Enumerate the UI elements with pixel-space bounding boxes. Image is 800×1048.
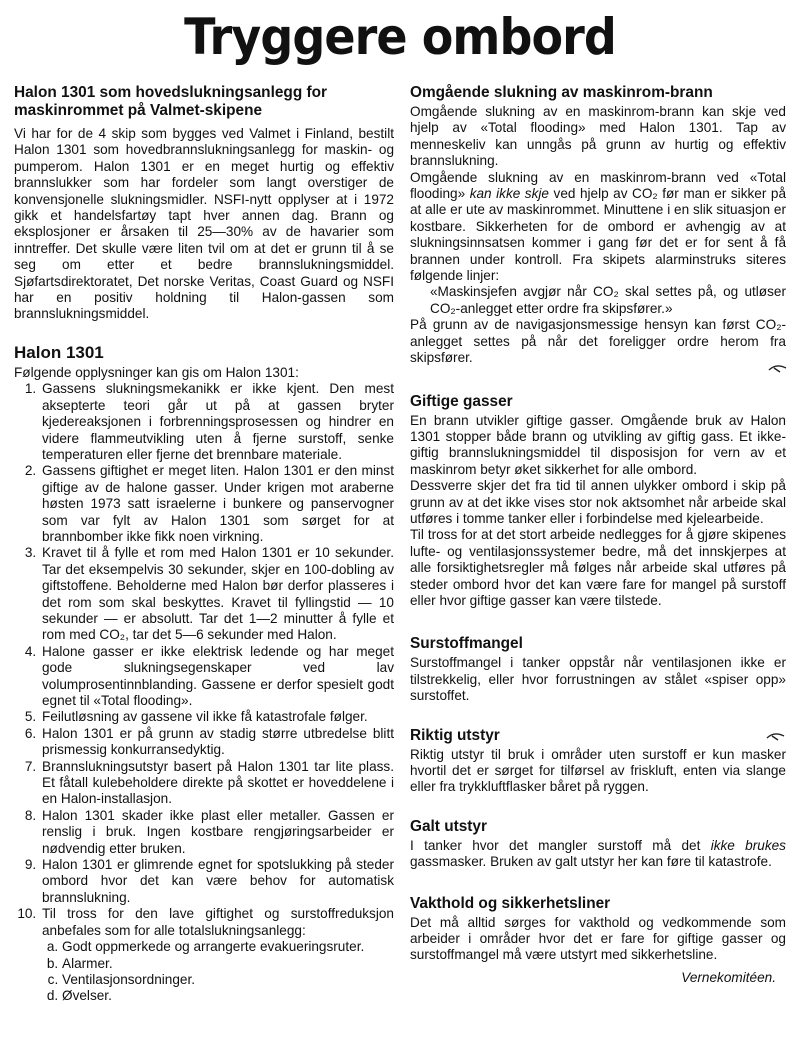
text-run: I tanker hvor det mangler surstoff må det <box>410 837 701 853</box>
halon-facts-list <box>14 381 394 1004</box>
recommendations-sublist <box>42 939 394 1005</box>
heading-halon-valmet: Halon 1301 som hovedslukningsanlegg for maskinrommet på Valmet-skipene <box>14 84 328 119</box>
section-halon-1301 <box>14 343 394 1005</box>
section-riktig-utstyr <box>410 727 786 796</box>
paragraph-vakthold: Det må alltid sørges for vakthold og vedkommende som arbeider i områder hvor det er fare for giftige gasser og surstoffmangel må være utstyrt med sikkerhetsline. <box>410 914 786 963</box>
heading-vakthold: Vakthold og sikkerhetsliner <box>410 894 611 912</box>
sublist-item: a. Godt oppmerkede og arrangerte evakueringsruter. <box>62 939 394 955</box>
right-column <box>410 84 786 1023</box>
article-columns <box>14 84 786 1023</box>
paragraph-slukning-1: Omgående slukning av en maskinrom-brann kan skje ved hjelp av «Total flooding» med Halon 1301. Tap av menneskeliv kan unngås på grunn av hurtig og effektiv brannslukning. <box>410 104 786 169</box>
paragraph-surstoffmangel: Surstoffmangel i tanker oppstår når ventilasjonen ikke er tilstrekkelig, eller hvor forrustningen av stålet «spiser opp» surstoffet. <box>410 655 786 704</box>
masthead-title: Tryggere ombord <box>184 8 616 66</box>
alarm-instruction-quote: «Maskinsjefen avgjør når CO₂ skal settes på, og utløser CO₂-anlegget etter ordre fra skipsfører.» <box>430 284 786 316</box>
list-item: 2. Gassens giftighet er meget liten. Halon 1301 er den minst giftige av de halone gasser. Under krigen mot araberne høsten 1973 satt israelerne i bunkere og panservogner som var fylt av Halon 1301 som sørget for at brannbomber ikke fikk noen virkning. <box>40 463 394 545</box>
paragraph-slukning-3: På grunn av de navigasjonsmessige hensyn kan først CO₂-anlegget settes på når det foreligger ordre herom fra skipsfører. <box>410 317 786 366</box>
heading-riktig-utstyr: Riktig utstyr <box>410 726 500 744</box>
section-galt-utstyr <box>410 818 786 871</box>
section-surstoffmangel <box>410 635 786 704</box>
list-item: 1. Gassens slukningsmekanikk er ikke kjent. Den mest aksepterte teori går ut på at gassen bryter kjedereaksjonen i forbrenningsprosessen og hindrer en videre flammeutvikling uten å fjerne surstoff, senke temperaturen eller fjerne det brennbare materiale. <box>40 381 394 463</box>
text-run: ved hjelp av CO₂ før man er sikker på at alle er ute av maskinrommet. Minuttene i en slik situasjon er kostbare. Sikkerheten for de ombord er avhengig av at slukningsinnsatsen kommer i gang før det er for sent å få brannen under kontroll. Fra skipets alarminstruks siteres følgende linjer: <box>410 186 787 284</box>
section-vakthold <box>410 895 786 964</box>
sublist-item: b. Alarmer. <box>62 956 394 972</box>
heading-galt-utstyr: Galt utstyr <box>410 817 487 835</box>
list-item: 8. Halon 1301 skader ikke plast eller metaller. Gassen er renslig i bruk. Ingen kostbare rengjøringsarbeider er nødvendig etter bruken. <box>40 808 394 857</box>
scan-mark-icon <box>768 362 788 374</box>
text-run: gassmasker. Bruken av galt utstyr her kan føre til katastrofe. <box>410 854 772 870</box>
heading-halon-1301: Halon 1301 <box>14 342 104 362</box>
list-item: 7. Brannslukningsutstyr basert på Halon 1301 tar lite plass. Et fåtall kulebeholdere direkte på skottet er hoveddelene i en Halon-installasjon. <box>40 759 394 808</box>
list-item: 9. Halon 1301 er glimrende egnet for spotslukking på steder ombord hvor det kan være behov for automatisk brannslukning. <box>40 857 394 906</box>
section-halon-valmet <box>14 84 394 323</box>
paragraph-galt-utstyr <box>410 838 786 871</box>
emphasis-text: ikke brukes <box>710 837 786 853</box>
heading-giftige-gasser: Giftige gasser <box>410 392 513 410</box>
sublist-item: d. Øvelser. <box>62 988 394 1004</box>
paragraph-halon-valmet: Vi har for de 4 skip som bygges ved Valmet i Finland, bestilt Halon 1301 som hovedbrannslukningsanlegg for maskin- og pumperom. Halon 1301 er en meget hurtig og effektiv brannslukker som har fordeler som langt overstiger de konvensjonelle slukningsmidler. NSFI-nytt opplyser at i 1972 gikk et handelsfartøy tapt hver annen dag. Brann og eksplosjoner er årsaken til 25—30% av de havarier som inntreffer. Det skulle være liten tvil om at det er grunn til å se seg om etter et bedre brannslukningsmiddel. Sjøfartsdirektoratet, Det norske Veritas, Coast Guard og NSFI har en positiv holdning til Halon-gassen som brannslukningsmiddel. <box>14 126 394 322</box>
section-giftige-gasser <box>410 393 786 610</box>
list-item: 3. Kravet til å fylle et rom med Halon 1301 er 10 sekunder. Tar det eksempelvis 30 sekunder, skjer en 100-dobling av giftstoffene. Beholderne med Halon bør derfor plasseres i det rom som skal beskyttes. Kravet til fyllingstid — 10 sekunder — er absolutt. Tar det 1—2 minutter å fylle et rom med CO₂, tar det 5—6 sekunder med Halon. <box>40 545 394 643</box>
scan-mark-icon <box>766 730 786 742</box>
heading-surstoffmangel: Surstoffmangel <box>410 635 523 653</box>
paragraph-slukning-2 <box>410 170 786 285</box>
list-item: 6. Halon 1301 er på grunn av stadig større utbredelse blitt prismessig konkurransedyktig. <box>40 726 394 759</box>
list-item-10 <box>40 906 394 1004</box>
heading-omgaende-slukning: Omgående slukning av maskinrom-brann <box>410 84 713 101</box>
text-run: Omgående slukning av en maskinrom-brann ved «Total flooding» <box>410 169 786 202</box>
left-column <box>14 84 394 1023</box>
paragraph-gasser-1: En brann utvikler giftige gasser. Omgående bruk av Halon 1301 stopper både brann og utvikling av giftig gass. Et ikke-giftig brannslukningsmiddel til disposisjon for vern av et maskinrom betyr øket sikkerhet for alle ombord. <box>410 412 786 477</box>
sublist-item: c. Ventilasjonsordninger. <box>62 972 394 988</box>
list-item: 4. Halone gasser er ikke elektrisk ledende og har meget gode slukningsegenskaper ved lav volumprosentinnblanding. Gassene er derfor spesielt godt egnet til «Total flooding». <box>40 644 394 710</box>
paragraph-riktig-utstyr: Riktig utstyr til bruk i områder uten surstoff er kun masker hvortil det er sørget for tilførsel av friskluft, enten via slange eller fra trykkluftflasker båret på ryggen. <box>410 746 786 795</box>
paragraph-gasser-3: Til tross for at det stort arbeide nedlegges for å gjøre skipenes lufte- og ventilasjonssystemer bedre, må det innskjerpes at alle forsiktighetsregler må følges når arbeide skal utføres på steder ombord hvor det kan være fare for mangel på surstoff eller hvor giftige gasser kan være tilstede. <box>410 527 786 608</box>
signature: Vernekomitéen. <box>681 969 776 985</box>
paragraph-gasser-2: Dessverre skjer det fra tid til annen ulykker ombord i skip på grunn av at det ikke vises stor nok aktsomhet når arbeide skal utføres i tomme tanker eller i forbindelse med kjelearbeide. <box>410 478 786 526</box>
section-omgaende-slukning <box>410 84 786 367</box>
halon-lead-text: Følgende opplysninger kan gis om Halon 1301: <box>14 364 299 380</box>
list-item-text: Til tross for den lave giftighet og surstoffreduksjon anbefales som for alle totalslukningsanlegg: <box>42 906 394 938</box>
emphasis-text: kan ikke skje <box>469 186 549 202</box>
list-item: 5. Feilutløsning av gassene vil ikke få katastrofale følger. <box>40 709 394 725</box>
